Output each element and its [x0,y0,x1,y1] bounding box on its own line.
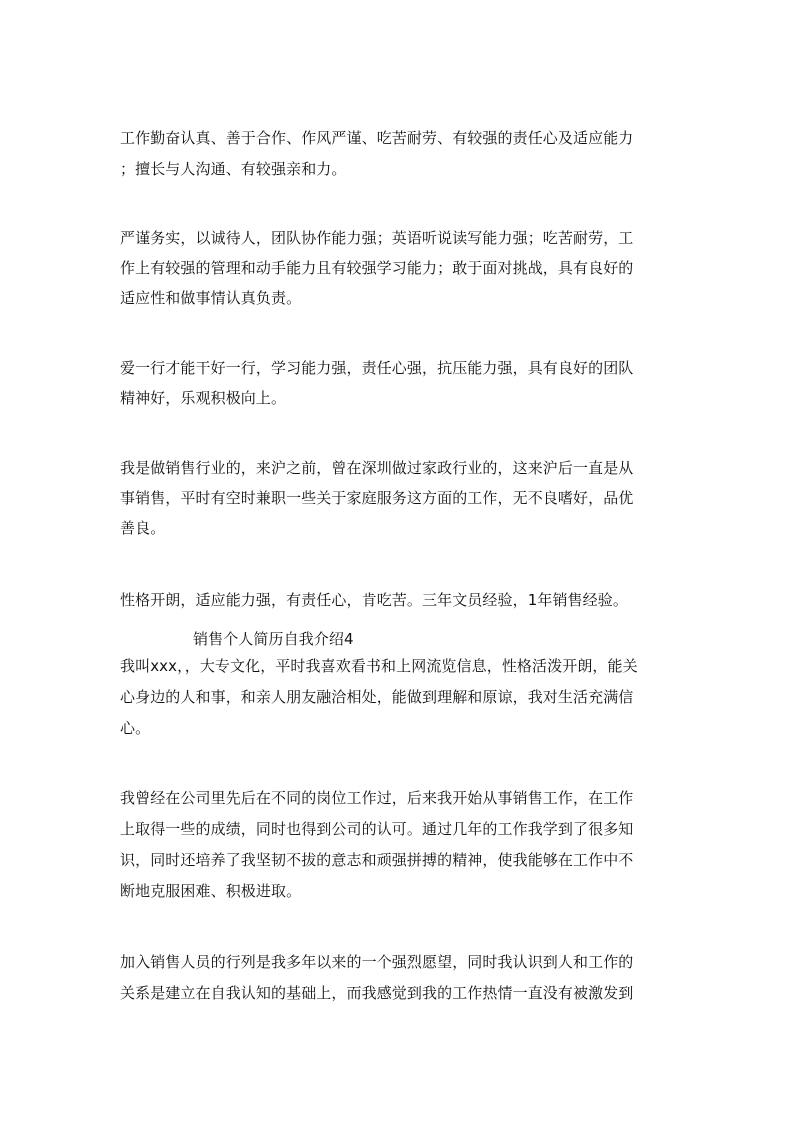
paragraph-line: 作上有较强的管理和动手能力且有较强学习能力；敢于面对挑战，具有良好的 [120,259,634,277]
paragraph-line: 适应性和做事情认真负责。 [120,289,302,307]
paragraph-line: 加入销售人员的行列是我多年以来的一个强烈愿望，同时我认识到人和工作的 [120,953,634,971]
paragraph-line: 性格开朗，适应能力强，有责任心，肯吃苦。三年文员经验，1年销售经验。 [120,591,628,609]
paragraph-line: 严谨务实，以诚待人，团队协作能力强；英语听说读写能力强；吃苦耐劳，工 [120,229,634,247]
paragraph-line: 善良。 [120,519,166,537]
paragraph-line: 爱一行才能干好一行，学习能力强，责任心强，抗压能力强，具有良好的团队 [120,359,634,377]
paragraph-line: ；擅长与人沟通、有较强亲和力。 [120,160,347,178]
section-heading: 销售个人简历自我介绍4 [193,630,354,648]
paragraph-line: 上取得一些的成绩，同时也得到公司的认可。通过几年的工作我学到了很多知 [120,820,634,838]
paragraph-line: 工作勤奋认真、善于合作、作风严谨、吃苦耐劳、有较强的责任心及适应能力 [120,129,634,147]
paragraph-line: 断地克服困难、积极进取。 [120,882,302,900]
paragraph-line: 识，同时还培养了我坚韧不拔的意志和顽强拼搏的精神，使我能够在工作中不 [120,851,634,869]
paragraph-line: 心。 [120,719,151,737]
paragraph-line: 关系是建立在自我认知的基础上，而我感觉到我的工作热情一直没有被激发到 [120,984,634,1002]
paragraph-line: 我叫xxx，，大专文化，平时我喜欢看书和上网流览信息，性格活泼开朗，能关 [120,657,638,675]
paragraph-line: 精神好，乐观积极向上。 [120,389,287,407]
paragraph-line: 我是做销售行业的，来沪之前，曾在深圳做过家政行业的，这来沪后一直是从 [120,459,634,477]
paragraph-line: 我曾经在公司里先后在不同的岗位工作过，后来我开始从事销售工作，在工作 [120,789,634,807]
paragraph-line: 心身边的人和事，和亲人朋友融洽相处，能做到理解和原谅，我对生活充满信 [120,688,634,706]
paragraph-line: 事销售，平时有空时兼职一些关于家庭服务这方面的工作，无不良嗜好，品优 [120,489,634,507]
